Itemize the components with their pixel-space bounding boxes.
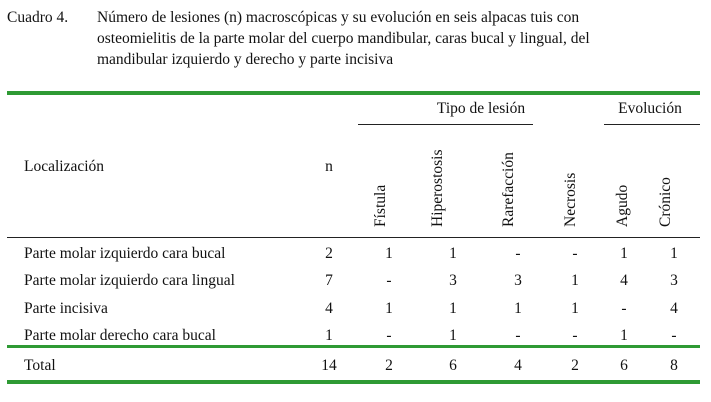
table-cell: - [386, 327, 392, 344]
header-bottom-line [7, 237, 700, 238]
header-col-agudo: Agudo [614, 184, 631, 227]
total-cell: 8 [670, 357, 678, 374]
header-n: n [325, 158, 333, 175]
table-cell: 1 [571, 272, 579, 289]
total-cell: 2 [571, 357, 579, 374]
total-cell: 4 [514, 357, 522, 374]
table-row-label: Parte molar derecho cara bucal [24, 327, 216, 344]
bottom-rule [7, 380, 700, 384]
table-cell: 3 [670, 272, 678, 289]
table-cell: 1 [449, 327, 457, 344]
header-col-hiperostosis: Hiperostosis [429, 149, 446, 227]
table-cell-n: 1 [325, 327, 333, 344]
table-cell: 1 [620, 327, 628, 344]
caption-line-3: mandibular izquierdo y derecho y parte incisiva [97, 51, 394, 68]
header-tipo-de-lesion: Tipo de lesión [436, 100, 526, 117]
table-cell: - [621, 300, 627, 317]
table-cell: - [515, 245, 521, 262]
table-cell: 3 [449, 272, 457, 289]
table-row-label: Parte molar izquierdo cara bucal [24, 245, 226, 262]
table-cell: 1 [571, 300, 579, 317]
table-cell: 4 [670, 300, 678, 317]
table-cell: 1 [514, 300, 522, 317]
evolucion-group-underline [604, 124, 700, 125]
table-cell: - [572, 245, 578, 262]
total-cell: 6 [449, 357, 457, 374]
tipo-group-underline [358, 124, 533, 125]
table-cell-n: 7 [325, 272, 333, 289]
header-col-necrosis: Necrosis [562, 172, 579, 227]
table-cell: 1 [449, 245, 457, 262]
table-cell: - [515, 327, 521, 344]
table-cell-n: 2 [325, 245, 333, 262]
table-cell: 1 [620, 245, 628, 262]
top-rule [7, 91, 700, 95]
table-cell-n: 4 [325, 300, 333, 317]
table-row-label: Parte incisiva [24, 300, 108, 317]
table-cell: 1 [385, 245, 393, 262]
header-localizacion: Localización [24, 158, 105, 175]
caption-label: Cuadro 4. [7, 9, 69, 26]
table-cell: 1 [385, 300, 393, 317]
table-cell: 1 [670, 245, 678, 262]
header-col-fistula: Fístula [372, 184, 389, 227]
total-cell: 2 [385, 357, 393, 374]
table-cell: 1 [449, 300, 457, 317]
table-cell: - [671, 327, 677, 344]
table-cell: - [572, 327, 578, 344]
table-cell: - [386, 272, 392, 289]
total-label: Total [24, 357, 56, 374]
caption-line-1: Número de lesiones (n) macroscópicas y su evolución en seis alpacas tuis con [97, 9, 580, 26]
header-col-rarefaccion: Rarefacción [500, 152, 517, 227]
header-col-cronico: Crónico [657, 177, 674, 227]
header-evolucion: Evolución [618, 100, 682, 117]
total-cell: 6 [620, 357, 628, 374]
table-cell: 4 [620, 272, 628, 289]
table-caption [7, 7, 702, 70]
caption-line-2: osteomielitis de la parte molar del cuerpo mandibular, caras bucal y lingual, del [97, 30, 590, 47]
total-rule [7, 345, 700, 348]
table-row-label: Parte molar izquierdo cara lingual [24, 272, 235, 289]
table-cell: 3 [514, 272, 522, 289]
total-cell-n: 14 [321, 357, 337, 374]
